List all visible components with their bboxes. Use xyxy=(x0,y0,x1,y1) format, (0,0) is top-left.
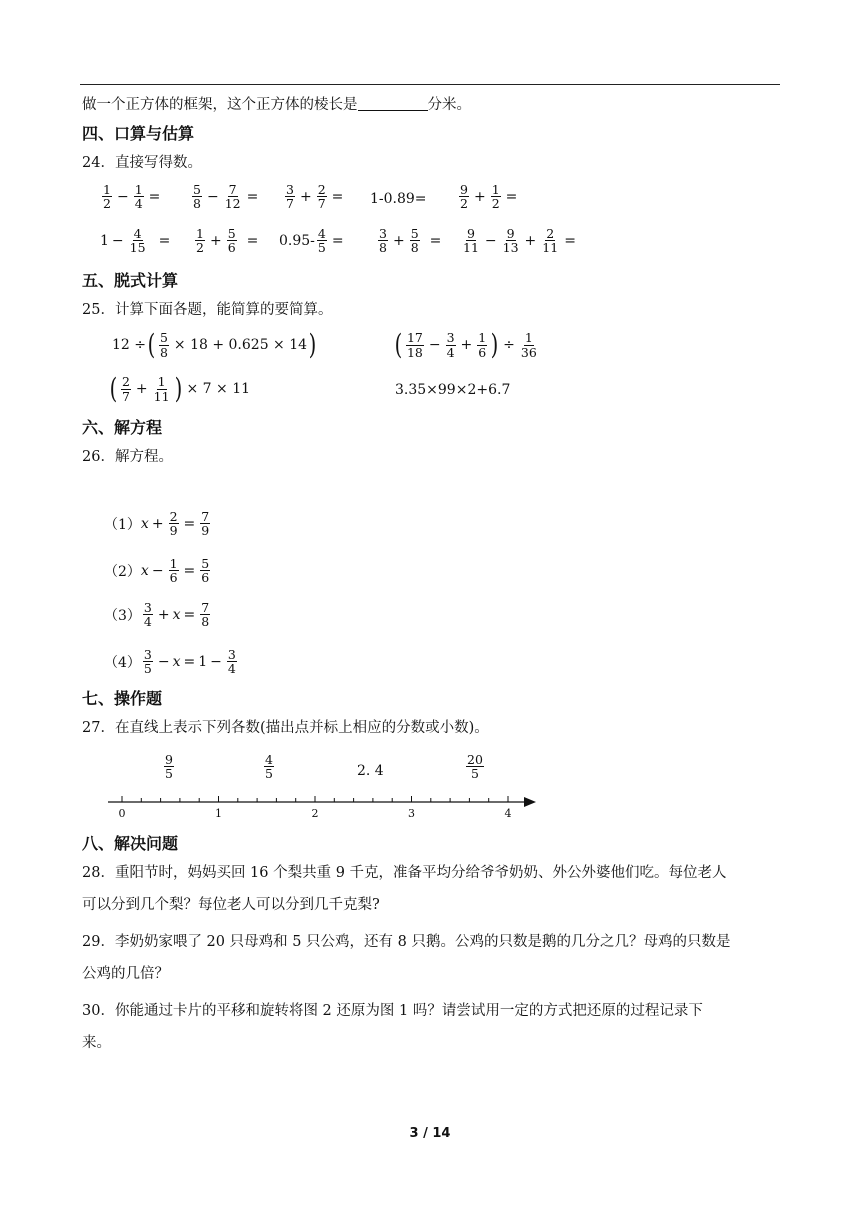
question-25: 25．计算下面各题，能简算的要简算。 xyxy=(82,302,333,318)
number-line-tick-label: 0 xyxy=(118,807,126,820)
calc-24-3: 3 7 + $\frac{2}{7}$ = xyxy=(286,182,344,212)
calc-24-8: 0.95- $\frac{4}{5}$ = xyxy=(279,226,344,256)
question-24: 24．直接写得数。 xyxy=(82,155,202,171)
calc-24-4: 1-0.89= xyxy=(370,191,427,207)
number-line-tick-label: 4 xyxy=(504,807,512,820)
number-line-tick-label: 2 xyxy=(311,807,319,820)
page-number: 3 / 14 xyxy=(409,1126,451,1141)
number-line-tick-label: 3 xyxy=(408,807,415,820)
calc-25-1: 12 ÷ ( $\frac{5}{8}$ × 18 + 0.625 × 14 ) xyxy=(112,328,317,361)
number-line[interactable] xyxy=(104,792,540,822)
question-26: 26．解方程。 xyxy=(82,449,173,465)
header-rule xyxy=(80,84,780,85)
number-line-arrow xyxy=(524,797,536,807)
section-5-title: 五、脱式计算 xyxy=(82,271,179,290)
calc-24-10: 9 11 − $\frac{9}{13}$ + $\frac{2}{11}$ = xyxy=(463,226,576,256)
calc-25-4: 3.35×99×2+6.7 xyxy=(395,382,511,398)
section-6-title: 六、解方程 xyxy=(82,418,163,437)
question-28-line-2: 可以分到几个梨？每位老人可以分到几千克梨? xyxy=(82,897,380,913)
equation-4: （4） 3 5 − x = 1 − $\frac{3}{4}$ xyxy=(104,647,236,677)
q23-tail-line: 做一个正方体的框架，这个正方体的棱长是 分米。 xyxy=(82,97,471,113)
question-29-line-1: 29．李奶奶家喂了 20 只母鸡和 5 只公鸡，还有 8 只鹅。公鸡的只数是鹅的几分之几？母鸡的只数是 xyxy=(82,934,731,950)
numberline-value-9-5: 9 5 xyxy=(165,752,173,782)
numberline-value-20-5: 20 5 xyxy=(467,752,483,782)
question-30-line-1: 30．你能通过卡片的平移和旋转将图 2 还原为图 1 吗？请尝试用一定的方式把还原的过程记录下 xyxy=(82,1003,703,1019)
calc-24-7: 1 2 + $\frac{5}{6}$ = xyxy=(196,226,259,256)
equation-2: （2） x − $\frac{1}{6}$ = $\frac{5}{6}$ xyxy=(104,556,210,586)
section-8-title: 八、解决问题 xyxy=(82,834,179,853)
equation-3: （3） 3 4 + x = $\frac{7}{8}$ xyxy=(104,600,210,630)
numberline-value-4-5: 4 5 xyxy=(265,752,273,782)
calc-25-3: ( 2 7 + $\frac{1}{11}$ ) × 7 × 11 xyxy=(109,372,251,405)
section-7-title: 七、操作题 xyxy=(82,689,163,708)
question-29-line-2: 公鸡的几倍？ xyxy=(82,966,169,982)
section-4-title: 四、口算与估算 xyxy=(82,124,195,143)
numberline-value-2-4: 2. 4 xyxy=(357,763,384,779)
calc-25-2: ( 17 18 − $\frac{3}{4}$ + $\frac{1}{6}$ ) ÷ $\frac{1}{36}$ xyxy=(394,328,537,361)
calc-24-6: 1 − $\frac{4}{15}$ = xyxy=(100,226,171,256)
calc-24-9: 3 8 + $\frac{5}{8}$ = xyxy=(379,226,442,256)
calc-24-2: 5 8 − $\frac{7}{12}$ = xyxy=(193,182,259,212)
answer-blank[interactable] xyxy=(358,96,428,111)
equation-1: （1） x + $\frac{2}{9}$ = $\frac{7}{9}$ xyxy=(104,509,210,539)
calc-24-1: 1 2 − $\frac{1}{4}$ = xyxy=(103,182,161,212)
number-line-tick-label: 1 xyxy=(215,807,222,820)
question-28-line-1: 28．重阳节时，妈妈买回 16 个梨共重 9 千克，准备平均分给爷爷奶奶、外公外婆他们吃。每位老人 xyxy=(82,865,727,881)
question-27: 27．在直线上表示下列各数(描出点并标上相应的分数或小数)。 xyxy=(82,720,489,736)
question-30-line-2: 来。 xyxy=(82,1035,111,1051)
calc-24-5: 9 2 + $\frac{1}{2}$ = xyxy=(460,182,518,212)
